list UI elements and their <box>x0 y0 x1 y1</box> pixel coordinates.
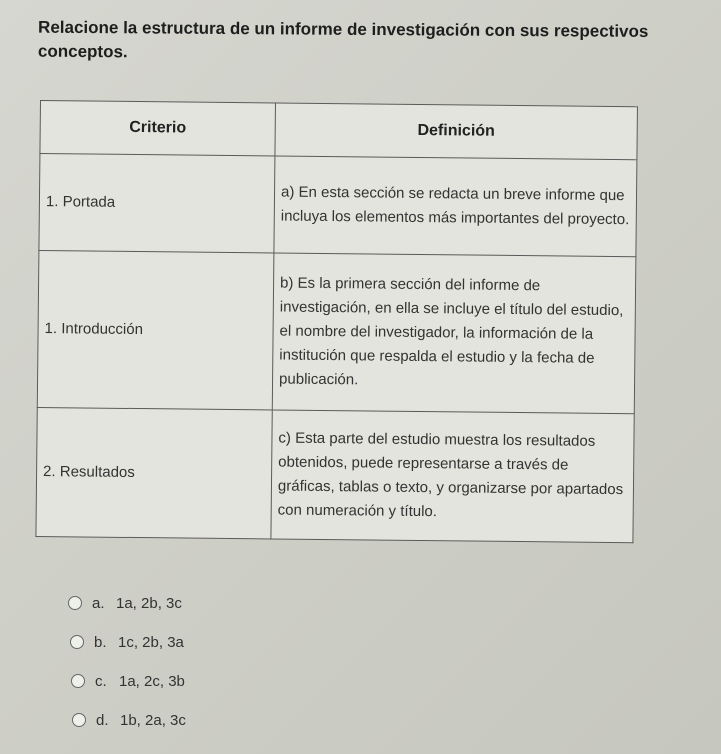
option-text: 1a, 2b, 3c <box>116 594 182 612</box>
option-letter: b. <box>94 633 107 651</box>
option-text: 1c, 2b, 3a <box>118 633 184 651</box>
header-definicion: Definición <box>275 103 638 160</box>
criterio-cell: 1. Portada <box>39 154 275 253</box>
definicion-cell: c) Esta parte del estudio muestra los resultados obtenidos, puede representarse a través de gráficas, tablas o texto, y organizarse por apartados con numeración y título. <box>271 410 634 543</box>
radio-button-a[interactable] <box>68 596 82 610</box>
definicion-cell: a) En esta sección se redacta un breve informe que incluya los elementos más importantes del proyecto. <box>274 156 637 257</box>
radio-button-b[interactable] <box>70 635 84 649</box>
criterio-cell: 2. Resultados <box>36 407 272 538</box>
option-text: 1a, 2c, 3b <box>119 672 185 690</box>
radio-button-d[interactable] <box>72 713 86 727</box>
option-letter: c. <box>95 672 107 690</box>
table-row <box>36 407 634 542</box>
option-letter: d. <box>96 711 109 729</box>
option-letter: a. <box>92 594 105 612</box>
option-text: 1b, 2a, 3c <box>120 711 186 729</box>
answer-options <box>68 592 186 748</box>
criterio-cell: 1. Introducción <box>37 250 274 409</box>
definicion-cell: b) Es la primera sección del informe de investigación, en ella se incluye el título del estudio, el nombre del investigador, la información de la institución que respalda el estudio y la fecha de publicación. <box>272 253 636 414</box>
radio-button-c[interactable] <box>71 674 85 688</box>
option-d[interactable] <box>72 709 186 731</box>
header-criterio: Criterio <box>40 101 276 156</box>
table-row <box>39 154 637 257</box>
question-prompt: Relacione la estructura de un informe de investigación con sus respectivos conceptos. <box>37 17 649 62</box>
option-c[interactable] <box>71 670 186 692</box>
option-b[interactable] <box>70 631 186 653</box>
matching-table <box>35 100 638 543</box>
table-row <box>37 250 636 413</box>
option-a[interactable] <box>68 592 186 614</box>
table-header-row <box>40 101 638 160</box>
